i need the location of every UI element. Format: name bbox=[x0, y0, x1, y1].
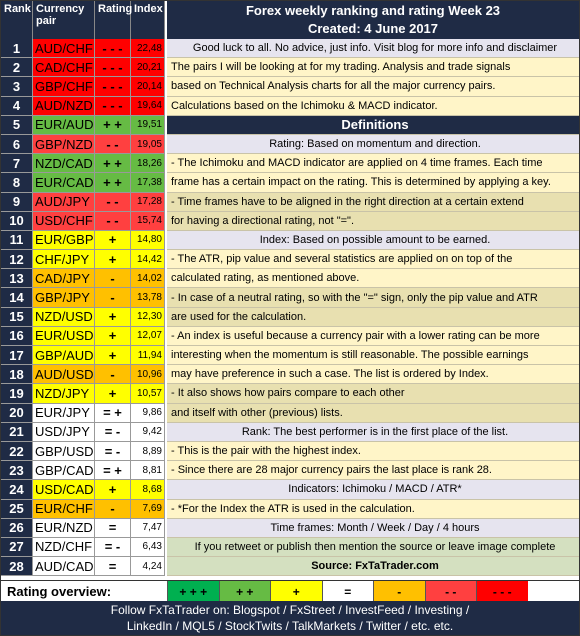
rank-cell: 13 bbox=[1, 269, 33, 287]
rating-cell: + bbox=[95, 480, 131, 498]
table-row bbox=[1, 557, 165, 576]
table-row bbox=[1, 404, 165, 423]
index-cell: 6,43 bbox=[131, 538, 165, 556]
pair-cell: GBP/CHF bbox=[33, 77, 95, 95]
info-line: may have preference in such a case. The list is ordered by Index. bbox=[167, 365, 579, 384]
definitions-text bbox=[167, 39, 579, 576]
rating-cell: + + bbox=[95, 116, 131, 134]
table-row bbox=[1, 346, 165, 365]
info-line: - The Ichimoku and MACD indicator are applied on 4 time frames. Each time bbox=[167, 154, 579, 173]
info-line: - An index is useful because a currency pair with a lower rating can be more bbox=[167, 327, 579, 346]
pair-cell: NZD/CHF bbox=[33, 538, 95, 556]
rating-cell: = - bbox=[95, 442, 131, 460]
rating-cell: - - - bbox=[95, 77, 131, 95]
pair-cell: EUR/NZD bbox=[33, 519, 95, 537]
index-cell: 12,07 bbox=[131, 327, 165, 345]
table-row bbox=[1, 116, 165, 135]
rating-cell: + + bbox=[95, 154, 131, 172]
pair-cell: GBP/NZD bbox=[33, 135, 95, 153]
table-row bbox=[1, 538, 165, 557]
index-cell: 11,94 bbox=[131, 346, 165, 364]
pair-cell: CAD/CHF bbox=[33, 58, 95, 76]
pair-cell: USD/CHF bbox=[33, 212, 95, 230]
index-cell: 8,89 bbox=[131, 442, 165, 460]
rank-cell: 14 bbox=[1, 288, 33, 306]
legend-swatch: + bbox=[270, 581, 322, 602]
rank-cell: 25 bbox=[1, 500, 33, 518]
pair-cell: AUD/CAD bbox=[35, 558, 94, 574]
rating-cell: - bbox=[95, 288, 131, 306]
rank-cell: 21 bbox=[1, 423, 33, 441]
table-row bbox=[1, 97, 165, 116]
rating-cell: + bbox=[95, 231, 131, 249]
ranking-columns bbox=[1, 1, 165, 576]
rank-cell: 27 bbox=[1, 538, 33, 556]
pair-cell: AUD/NZD bbox=[33, 97, 95, 115]
rank-cell: 26 bbox=[1, 519, 33, 537]
table-row bbox=[1, 288, 165, 307]
info-line: are used for the calculation. bbox=[167, 308, 579, 327]
index-cell: 7,69 bbox=[131, 500, 165, 518]
pair-cell: NZD/JPY bbox=[33, 384, 95, 402]
rank-cell: 16 bbox=[1, 327, 33, 345]
rank-cell: 12 bbox=[1, 250, 33, 268]
info-line: - In case of a neutral rating, so with the "=" sign, only the pip value and ATR bbox=[167, 288, 579, 307]
table-row bbox=[1, 250, 165, 269]
rating-cell: + + bbox=[95, 173, 131, 191]
pair-cell: CHF/JPY bbox=[33, 250, 95, 268]
section-heading: Definitions bbox=[167, 116, 579, 135]
rating-cell: + bbox=[95, 384, 131, 402]
pair-cell: AUD/USD bbox=[35, 366, 94, 382]
rank-cell: 15 bbox=[1, 308, 33, 326]
column-headers bbox=[1, 1, 165, 39]
rating-cell: = - bbox=[95, 423, 131, 441]
info-line: Good luck to all. No advice, just info. Visit blog for more info and disclaimer bbox=[167, 39, 579, 58]
footer-line-2: LinkedIn / MQL5 / StockTwits / TalkMarkets / Twitter / etc. etc. bbox=[126, 619, 454, 633]
rank-cell: 2 bbox=[1, 58, 33, 76]
title-text: Forex weekly ranking and rating Week 23 bbox=[245, 3, 501, 18]
info-line: frame has a certain impact on the rating. This is determined by applying a key. bbox=[167, 173, 579, 192]
info-line: Indicators: Ichimoku / MACD / ATR* bbox=[167, 480, 579, 499]
rank-cell: 17 bbox=[1, 346, 33, 364]
table-row bbox=[1, 231, 165, 250]
rank-cell: 5 bbox=[1, 116, 33, 134]
index-cell: 20,14 bbox=[131, 77, 165, 95]
legend-swatch: = bbox=[322, 581, 374, 602]
info-line: and itself with other (previous) lists. bbox=[167, 404, 579, 423]
info-line: Source: FxTaTrader.com bbox=[167, 557, 579, 576]
info-line: - *For the Index the ATR is used in the calculation. bbox=[167, 500, 579, 519]
rating-cell: - - bbox=[95, 212, 131, 230]
table-row bbox=[1, 269, 165, 288]
info-line: - This is the pair with the highest index. bbox=[167, 442, 579, 461]
rating-cell: + bbox=[95, 250, 131, 268]
rating-overview bbox=[1, 580, 579, 602]
rank-cell: 23 bbox=[1, 461, 33, 479]
rank-cell: 10 bbox=[1, 212, 33, 230]
rating-cell: = - bbox=[95, 538, 131, 556]
rank-cell: 28 bbox=[1, 557, 33, 575]
pair-cell: AUD/JPY bbox=[33, 193, 95, 211]
table-row bbox=[1, 384, 165, 403]
table-row bbox=[1, 327, 165, 346]
rating-cell: = + bbox=[95, 404, 131, 422]
pair-cell: GBP/AUD bbox=[35, 347, 94, 363]
rating-cell: - - - bbox=[95, 39, 131, 57]
rating-cell: = bbox=[95, 519, 131, 537]
index-cell: 14,80 bbox=[131, 231, 165, 249]
pair-cell: CAD/JPY bbox=[33, 269, 95, 287]
info-line: If you retweet or publish then mention the source or leave image complete bbox=[167, 538, 579, 557]
table-row bbox=[1, 154, 165, 173]
index-cell: 12,30 bbox=[131, 308, 165, 326]
index-cell: 14,02 bbox=[131, 269, 165, 287]
pair-cell: GBP/CAD bbox=[35, 462, 94, 478]
footer-line-1: Follow FxTaTrader on: Blogspot / FxStreet / InvestFeed / Investing / bbox=[110, 603, 470, 617]
table-row bbox=[1, 308, 165, 327]
pair-cell: GBP/USD bbox=[35, 443, 94, 459]
legend-label: Rating overview: bbox=[7, 584, 112, 599]
pair-cell: EUR/CAD bbox=[35, 174, 94, 190]
info-line: - Since there are 28 major currency pairs the last place is rank 28. bbox=[167, 461, 579, 480]
index-cell: 15,74 bbox=[131, 212, 165, 230]
pair-cell: NZD/CAD bbox=[33, 154, 95, 172]
rank-cell: 7 bbox=[1, 154, 33, 172]
index-header: Index bbox=[131, 1, 165, 39]
index-cell: 14,42 bbox=[131, 250, 165, 268]
index-cell: 19,64 bbox=[131, 97, 165, 115]
table-row bbox=[1, 212, 165, 231]
rank-cell: 19 bbox=[1, 384, 33, 402]
rating-cell: - bbox=[95, 269, 131, 287]
index-cell: 9,86 bbox=[131, 404, 165, 422]
index-cell: 10,96 bbox=[131, 365, 165, 383]
pair-cell: EUR/USD bbox=[35, 328, 94, 344]
table-row bbox=[1, 365, 165, 384]
info-line: based on Technical Analysis charts for all the major currency pairs. bbox=[167, 77, 579, 96]
index-cell: 19,05 bbox=[131, 135, 165, 153]
index-cell: 9,42 bbox=[131, 423, 165, 441]
legend-swatch: - - - bbox=[476, 581, 528, 602]
index-cell: 8,68 bbox=[131, 480, 165, 498]
legend-swatch: - bbox=[373, 581, 425, 602]
pair-cell: USD/JPY bbox=[33, 423, 95, 441]
rating-cell: = bbox=[95, 557, 131, 575]
pair-cell: EUR/CHF bbox=[33, 500, 95, 518]
rank-cell: 18 bbox=[1, 365, 33, 383]
table-row bbox=[1, 500, 165, 519]
index-cell: 22,48 bbox=[131, 39, 165, 57]
info-panel bbox=[167, 1, 579, 576]
table-row bbox=[1, 135, 165, 154]
index-cell: 17,38 bbox=[131, 173, 165, 191]
rank-cell: 22 bbox=[1, 442, 33, 460]
page-title bbox=[167, 1, 579, 39]
info-line: Index: Based on possible amount to be earned. bbox=[167, 231, 579, 250]
pair-cell: EUR/AUD bbox=[35, 117, 94, 133]
rating-cell: - bbox=[95, 365, 131, 383]
table-row bbox=[1, 77, 165, 96]
rating-cell: + bbox=[95, 327, 131, 345]
index-cell: 18,26 bbox=[131, 154, 165, 172]
pair-header: Currency pair bbox=[33, 1, 95, 39]
rating-cell: - - bbox=[95, 135, 131, 153]
index-cell: 19,51 bbox=[131, 116, 165, 134]
info-line: - The ATR, pip value and several statistics are applied on on top of the bbox=[167, 250, 579, 269]
info-line: The pairs I will be looking at for my trading. Analysis and trade signals bbox=[167, 58, 579, 77]
rank-cell: 1 bbox=[1, 39, 33, 57]
index-cell: 20,21 bbox=[131, 58, 165, 76]
pair-cell: GBP/JPY bbox=[33, 288, 95, 306]
index-cell: 4,24 bbox=[131, 557, 165, 575]
legend-swatch: + + + bbox=[167, 581, 219, 602]
table-row bbox=[1, 442, 165, 461]
legend-swatch: + + bbox=[219, 581, 271, 602]
ranking-rows bbox=[1, 39, 165, 576]
index-cell: 13,78 bbox=[131, 288, 165, 306]
table-row bbox=[1, 173, 165, 192]
created-date: Created: 4 June 2017 bbox=[307, 21, 439, 36]
info-line: calculated rating, as mentioned above. bbox=[167, 269, 579, 288]
pair-cell: EUR/JPY bbox=[33, 404, 95, 422]
info-line: for having a directional rating, not "=". bbox=[167, 212, 579, 231]
rating-cell: - - - bbox=[95, 97, 131, 115]
rank-cell: 8 bbox=[1, 173, 33, 191]
rating-cell: - bbox=[95, 500, 131, 518]
table-row bbox=[1, 39, 165, 58]
info-line: - Time frames have to be aligned in the right direction at a certain extend bbox=[167, 193, 579, 212]
rating-cell: - - - bbox=[95, 58, 131, 76]
rating-header: Rating bbox=[95, 1, 131, 39]
rank-cell: 4 bbox=[1, 97, 33, 115]
rating-cell: = + bbox=[95, 461, 131, 479]
pair-cell: NZD/USD bbox=[33, 308, 95, 326]
pair-cell: USD/CAD bbox=[35, 481, 94, 497]
rating-cell: + bbox=[95, 346, 131, 364]
info-line: Rating: Based on momentum and direction. bbox=[167, 135, 579, 154]
info-line: Calculations based on the Ichimoku & MACD indicator. bbox=[167, 97, 579, 116]
legend-swatch: - - bbox=[425, 581, 477, 602]
index-cell: 10,57 bbox=[131, 384, 165, 402]
pair-cell: AUD/CHF bbox=[33, 39, 95, 57]
table-row bbox=[1, 423, 165, 442]
table-row bbox=[1, 461, 165, 480]
rating-cell: - - bbox=[95, 193, 131, 211]
info-line: Rank: The best performer is in the first place of the list. bbox=[167, 423, 579, 442]
info-line: - It also shows how pairs compare to each other bbox=[167, 384, 579, 403]
table-row bbox=[1, 480, 165, 499]
rank-cell: 24 bbox=[1, 480, 33, 498]
rank-cell: 6 bbox=[1, 135, 33, 153]
rank-header: Rank bbox=[1, 1, 33, 39]
table-row bbox=[1, 58, 165, 77]
index-cell: 17,28 bbox=[131, 193, 165, 211]
table-row bbox=[1, 193, 165, 212]
rank-cell: 3 bbox=[1, 77, 33, 95]
info-line: Time frames: Month / Week / Day / 4 hours bbox=[167, 519, 579, 538]
index-cell: 8,81 bbox=[131, 461, 165, 479]
rank-cell: 9 bbox=[1, 193, 33, 211]
table-row bbox=[1, 519, 165, 538]
rating-cell: + bbox=[95, 308, 131, 326]
footer bbox=[1, 601, 579, 635]
pair-cell: EUR/GBP bbox=[35, 232, 94, 248]
rank-cell: 11 bbox=[1, 231, 33, 249]
info-line: interesting when the momentum is still reasonable. The possible earnings bbox=[167, 346, 579, 365]
index-cell: 7,47 bbox=[131, 519, 165, 537]
rank-cell: 20 bbox=[1, 404, 33, 422]
